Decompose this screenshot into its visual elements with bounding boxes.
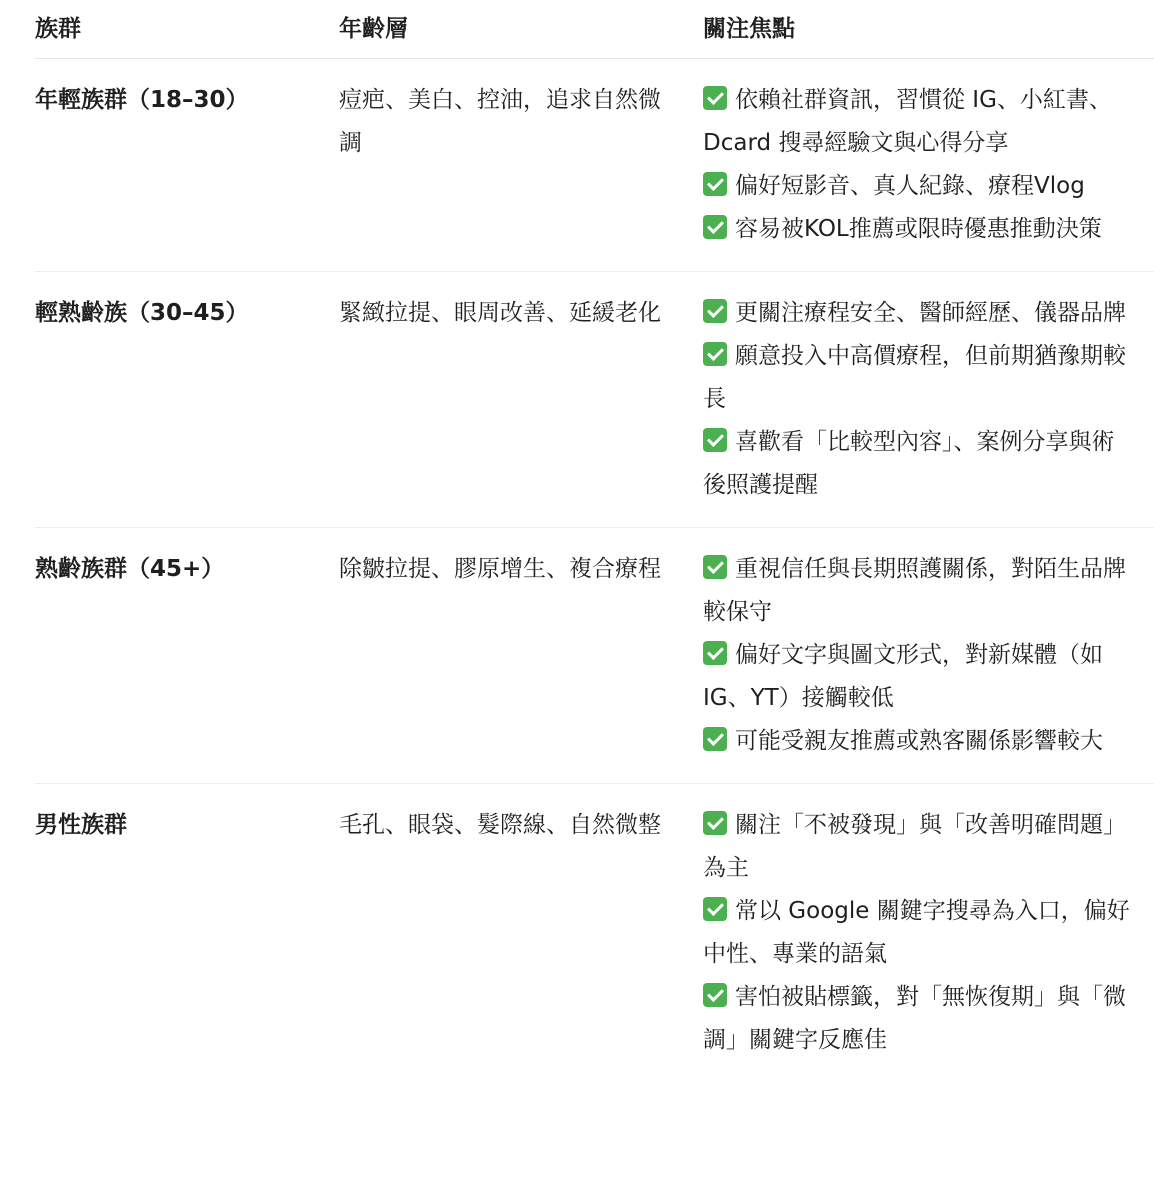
check-mark-icon bbox=[703, 215, 727, 239]
audience-table bbox=[35, 0, 1154, 1082]
age-cell: 除皺拉提、膠原增生、複合療程 bbox=[339, 528, 703, 784]
focus-cell bbox=[703, 528, 1154, 784]
table-header-row bbox=[35, 0, 1154, 59]
age-cell: 毛孔、眼袋、髮際線、自然微整 bbox=[339, 812, 661, 838]
check-mark-icon bbox=[703, 897, 727, 921]
focus-point-text: 可能受親友推薦或熟客關係影響較大 bbox=[735, 728, 1103, 754]
focus-point-text: 害怕被貼標籤，對「無恢復期」與「微調」關鍵字反應佳 bbox=[703, 984, 1126, 1053]
focus-point-text: 喜歡看「比較型內容」、案例分享與術後照護提醒 bbox=[703, 429, 1115, 498]
focus-cell bbox=[703, 784, 1154, 1083]
group-cell: 輕熟齡族（30–45） bbox=[35, 272, 339, 528]
focus-point bbox=[703, 165, 1134, 208]
table-row bbox=[35, 528, 1154, 784]
focus-point bbox=[703, 634, 1134, 720]
table-row bbox=[35, 272, 1154, 528]
focus-point-text: 常以 Google 關鍵字搜尋為入口，偏好中性、專業的語氣 bbox=[703, 898, 1130, 967]
focus-point bbox=[703, 890, 1134, 976]
focus-point-text: 更關注療程安全、醫師經歷、儀器品牌 bbox=[735, 300, 1126, 326]
focus-point bbox=[703, 208, 1134, 251]
focus-point bbox=[703, 335, 1134, 421]
focus-point-text: 願意投入中高價療程，但前期猶豫期較長 bbox=[703, 343, 1126, 412]
header-focus: 關注焦點 bbox=[703, 0, 1154, 59]
age-cell: 緊緻拉提、眼周改善、延緩老化 bbox=[339, 272, 703, 528]
focus-point bbox=[703, 79, 1134, 165]
header-group: 族群 bbox=[35, 0, 339, 59]
group-cell: 年輕族群（18–30） bbox=[35, 59, 339, 272]
check-mark-icon bbox=[703, 86, 727, 110]
check-mark-icon bbox=[703, 342, 727, 366]
check-mark-icon bbox=[703, 299, 727, 323]
age-cell: 痘疤、美白、控油，追求自然微調 bbox=[339, 59, 703, 272]
focus-point bbox=[703, 548, 1134, 634]
focus-point bbox=[703, 976, 1134, 1062]
check-mark-icon bbox=[703, 811, 727, 835]
focus-point-text: 偏好短影音、真人紀錄、療程Vlog bbox=[735, 173, 1085, 199]
focus-cell bbox=[703, 59, 1154, 272]
header-age: 年齡層 bbox=[339, 0, 703, 59]
focus-point-text: 容易被KOL推薦或限時優惠推動決策 bbox=[735, 216, 1102, 242]
focus-point-text: 依賴社群資訊，習慣從 IG、小紅書、Dcard 搜尋經驗文與心得分享 bbox=[703, 87, 1112, 156]
group-cell: 男性族群 bbox=[35, 812, 127, 838]
table-row bbox=[35, 59, 1154, 272]
check-mark-icon bbox=[703, 428, 727, 452]
check-mark-icon bbox=[703, 555, 727, 579]
check-mark-icon bbox=[703, 983, 727, 1007]
focus-point bbox=[703, 804, 1134, 890]
table-row bbox=[35, 784, 1154, 1083]
focus-cell bbox=[703, 272, 1154, 528]
check-mark-icon bbox=[703, 641, 727, 665]
focus-point bbox=[703, 292, 1134, 335]
check-mark-icon bbox=[703, 172, 727, 196]
focus-point bbox=[703, 720, 1134, 763]
focus-point-text: 重視信任與長期照護關係，對陌生品牌較保守 bbox=[703, 556, 1126, 625]
focus-point-text: 關注「不被發現」與「改善明確問題」為主 bbox=[703, 812, 1126, 881]
focus-point-text: 偏好文字與圖文形式，對新媒體（如 IG、YT）接觸較低 bbox=[703, 642, 1103, 711]
focus-point bbox=[703, 421, 1134, 507]
check-mark-icon bbox=[703, 727, 727, 751]
group-cell: 熟齡族群（45+） bbox=[35, 528, 339, 784]
